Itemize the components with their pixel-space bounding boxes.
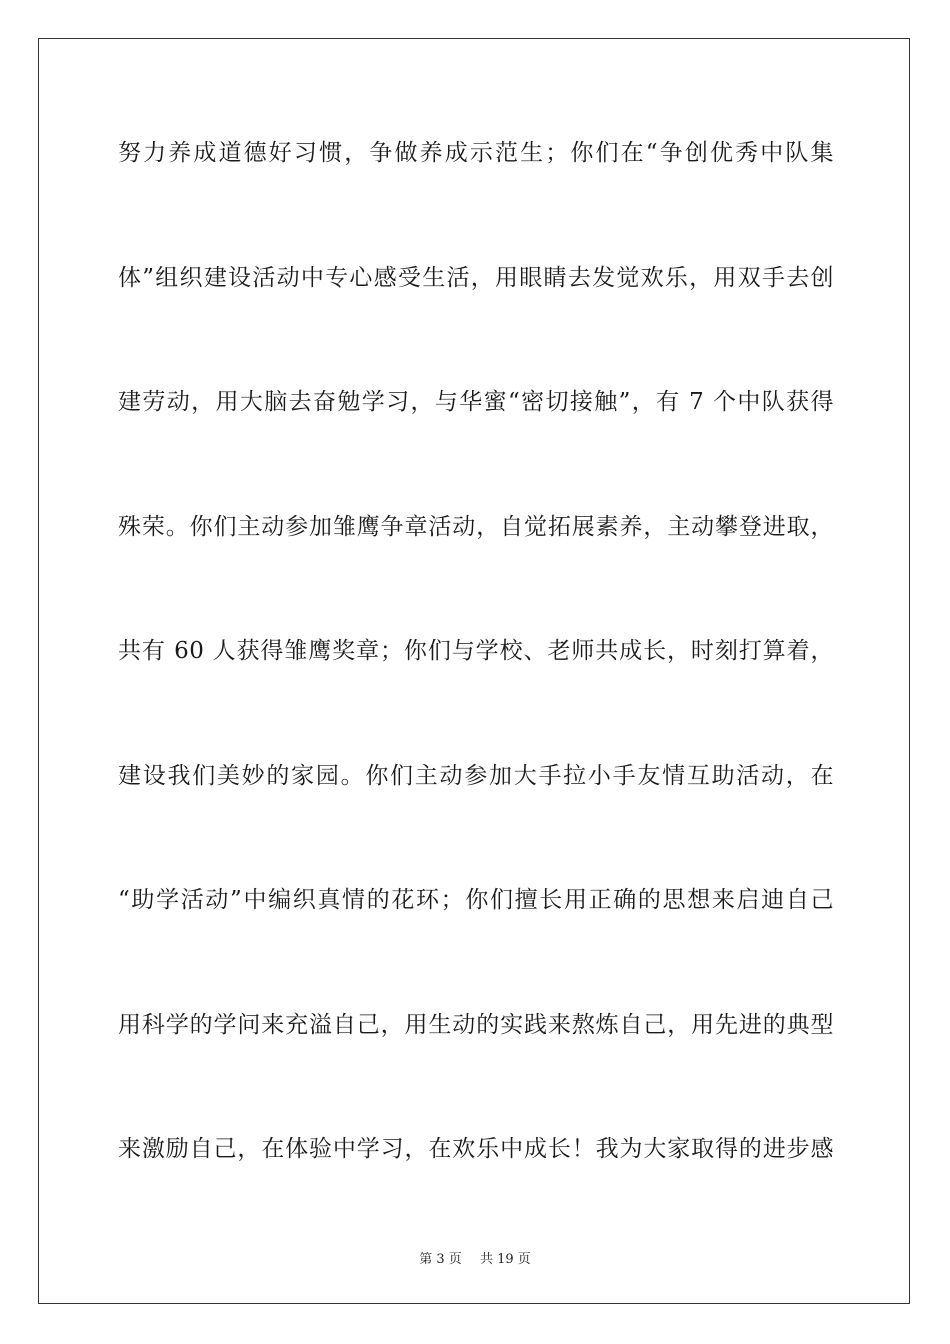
text-line: 殊荣。你们主动参加雏鹰争章活动，自觉拓展素养，主动攀登进取， xyxy=(118,513,834,540)
text-line: 用科学的学问来充溢自己，用生动的实践来熬炼自己，用先进的典型 xyxy=(118,1011,834,1038)
page-footer xyxy=(0,1248,950,1267)
text-line: 来激励自己，在体验中学习，在欢乐中成长！我为大家取得的进步感 xyxy=(118,1136,834,1162)
text-line: 建劳动，用大脑去奋勉学习，与华蜜“密切接触”，有 7 个中队获得 xyxy=(118,389,834,415)
text-line: 努力养成道德好习惯，争做养成示范生；你们在“争创优秀中队集 xyxy=(118,140,834,166)
page-number: 第 3 页 xyxy=(419,1252,462,1267)
text-line: 建设我们美妙的家园。你们主动参加大手拉小手友情互助活动，在 xyxy=(118,762,834,789)
text-line: 体”组织建设活动中专心感受生活，用眼睛去发觉欢乐，用双手去创 xyxy=(118,264,834,291)
text-line: “助学活动”中编织真情的花环；你们擅长用正确的思想来启迪自己 xyxy=(118,887,834,913)
document-body xyxy=(118,126,834,1247)
text-line: 共有 60 人获得雏鹰奖章；你们与学校、老师共成长，时刻打算着， xyxy=(118,638,834,664)
page-total: 共 19 页 xyxy=(479,1252,531,1267)
